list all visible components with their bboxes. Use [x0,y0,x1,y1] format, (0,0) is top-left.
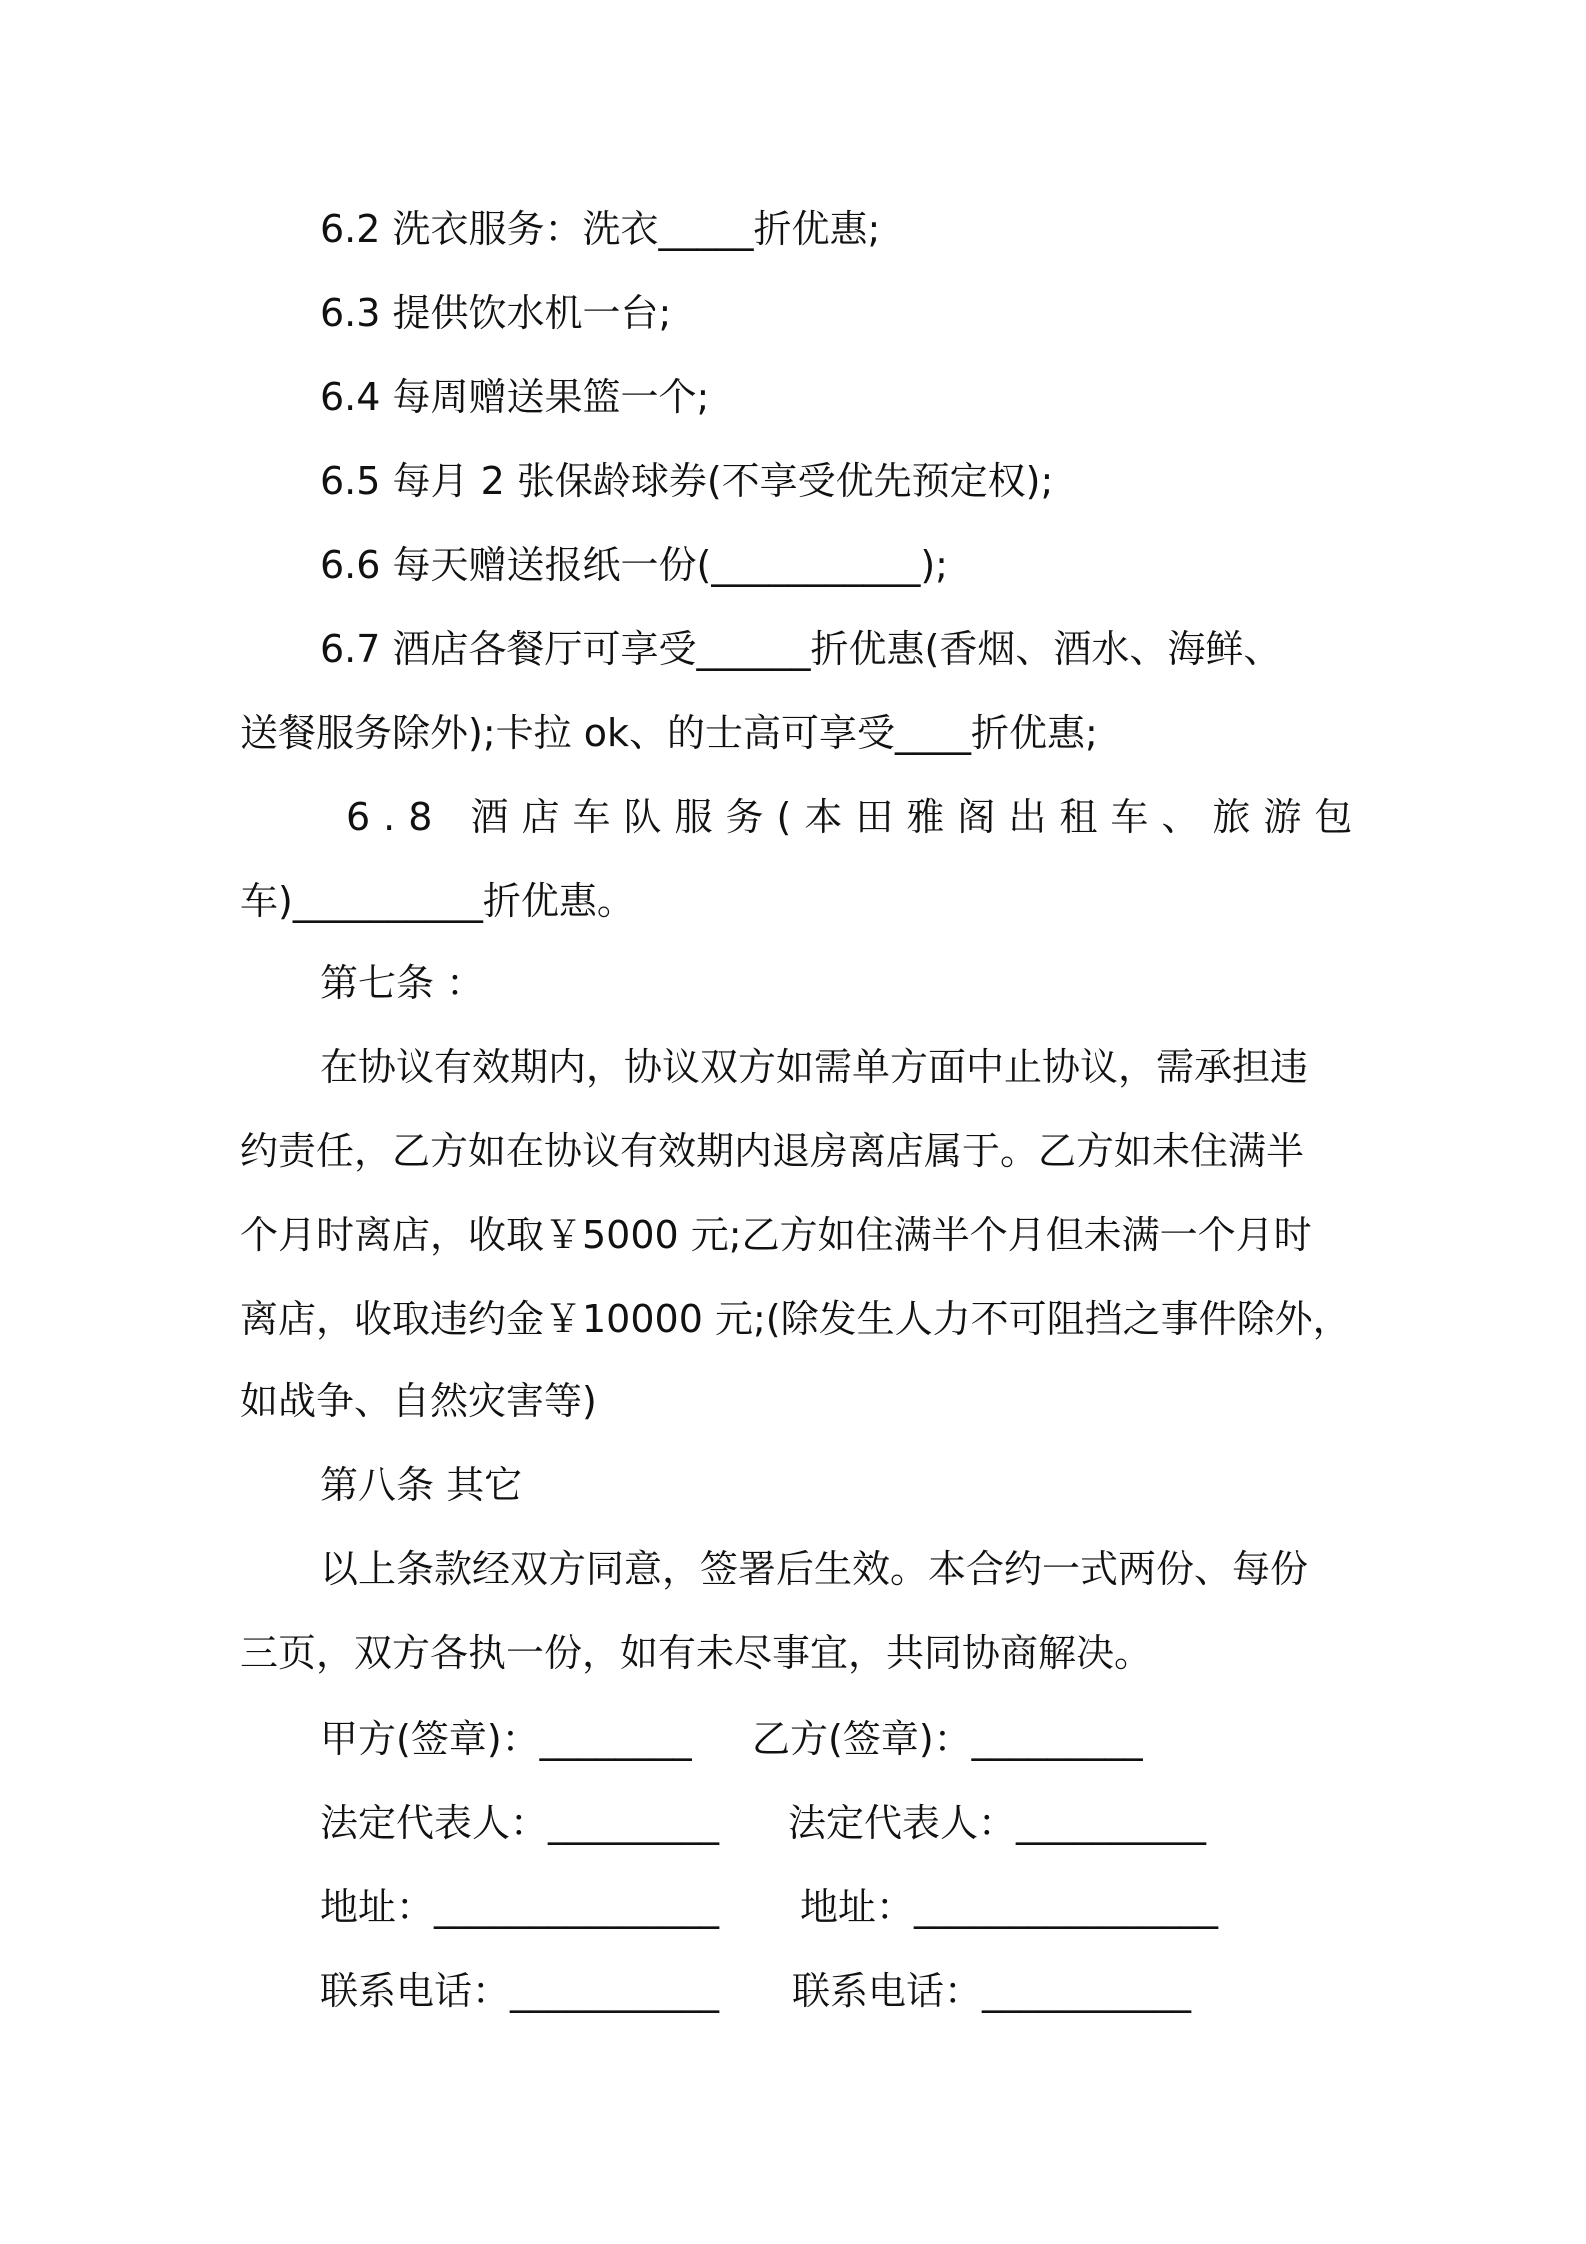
party-a-phone: 联系电话：___________ [320,1969,720,2013]
party-b-representative: 法定代表人：__________ [788,1801,1207,1845]
clause-6-8-line2: 车)__________折优惠。 [240,879,635,923]
party-b-address: 地址：________________ [800,1885,1219,1929]
article-7-line4: 离店，收取违约金￥10000 元;(除发生人力不可阻挡之事件除外， [240,1297,1351,1341]
clause-6-8-line1: 6.8 酒店车队服务(本田雅阁出租车、旅游包 [346,795,1366,839]
clause-6-6: 6.6 每天赠送报纸一份(___________); [320,543,948,587]
clause-6-7-line1: 6.7 酒店各餐厅可享受______折优惠(香烟、酒水、海鲜、 [320,627,1282,671]
clause-6-5: 6.5 每月 2 张保龄球券(不享受优先预定权); [320,459,1054,503]
clause-6-3: 6.3 提供饮水机一台; [320,291,672,335]
party-a-address: 地址：_______________ [320,1885,720,1929]
article-7-heading: 第七条 ： [320,961,485,1005]
article-7-line3: 个月时离店，收取￥5000 元;乙方如住满半个月但未满一个月时 [240,1213,1312,1257]
article-7-line5: 如战争、自然灾害等) [240,1379,597,1423]
party-a-representative: 法定代表人：_________ [320,1801,720,1845]
article-8-line2: 三页，双方各执一份，如有未尽事宜，共同协商解决。 [240,1631,1153,1675]
party-b-seal: 乙方(签章)：_________ [752,1717,1143,1761]
clause-6-4: 6.4 每周赠送果篮一个; [320,375,710,419]
article-7-line2: 约责任，乙方如在协议有效期内退房离店属于。乙方如未住满半 [240,1129,1305,1173]
party-b-phone: 联系电话：___________ [792,1969,1192,2013]
article-8-heading: 第八条 其它 [320,1463,523,1507]
article-7-line1: 在协议有效期内，协议双方如需单方面中止协议，需承担违 [320,1045,1309,1089]
article-8-line1: 以上条款经双方同意，签署后生效。本合约一式两份、每份 [320,1547,1309,1591]
clause-6-2: 6.2 洗衣服务：洗衣_____折优惠; [320,207,881,251]
clause-6-7-line2: 送餐服务除外);卡拉 ok、的士高可享受____折优惠; [240,711,1098,755]
party-a-seal: 甲方(签章)：________ [320,1717,692,1761]
